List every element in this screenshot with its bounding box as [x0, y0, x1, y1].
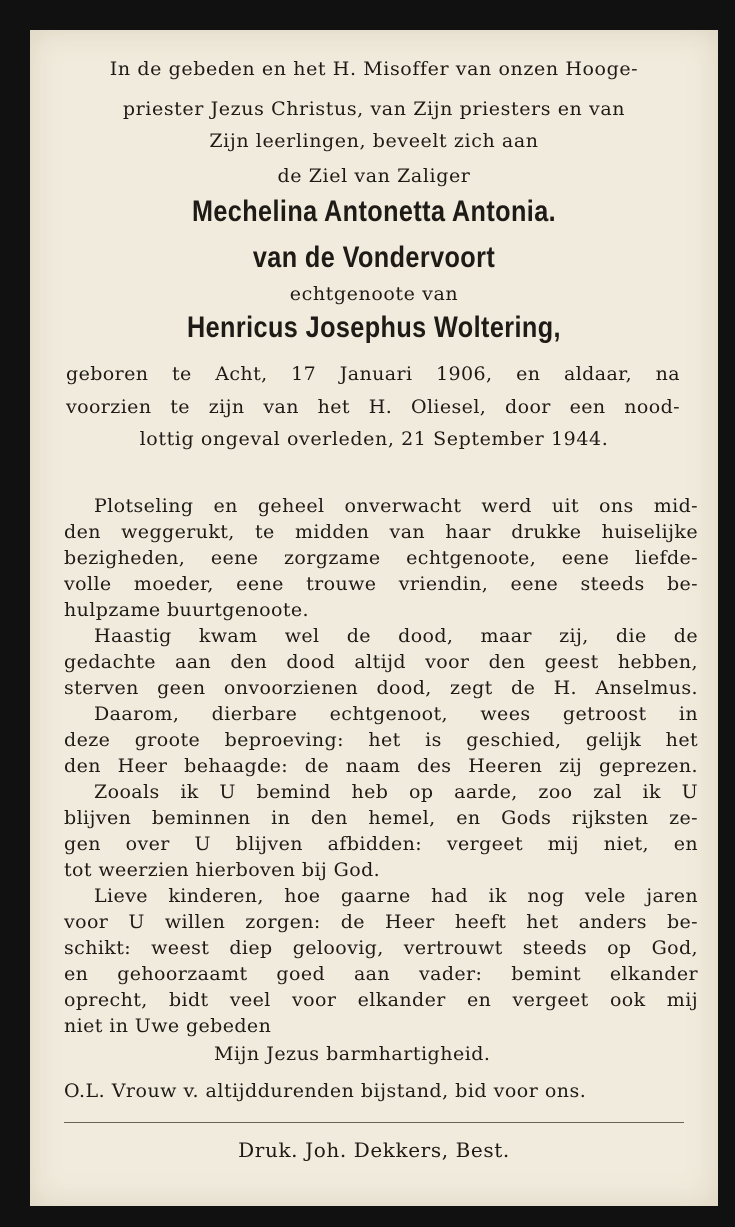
- body-line-4: volle moeder, eene trouwe vriendin, eene steeds be-: [64, 573, 698, 595]
- prayer-line-1: Mijn Jezus barmhartigheid.: [214, 1043, 491, 1065]
- body-line-19: en gehoorzaamt goed aan vader: bemint elkander: [64, 963, 698, 985]
- intro-line-3: Zijn leerlingen, beveelt zich aan: [209, 130, 539, 152]
- intro-line-2: priester Jezus Christus, van Zijn priesters en van: [122, 98, 626, 120]
- printer-credit: Druk. Joh. Dekkers, Best.: [238, 1138, 510, 1162]
- body-line-2: den weggerukt, te midden van haar drukke huiselijke: [64, 521, 698, 543]
- deceased-name-line-1: Mechelina Antonetta Antonia.: [191, 195, 557, 228]
- memorial-card: [30, 30, 718, 1206]
- body-line-17: voor U willen zorgen: de Heer heeft het anders be-: [64, 911, 698, 933]
- intro-line-4: de Ziel van Zaliger: [277, 165, 471, 187]
- body-line-15: tot weerzien hierboven bij God.: [64, 859, 381, 881]
- body-line-8: sterven geen onvoorzienen dood, zegt de H. Anselmus.: [64, 677, 698, 699]
- body-line-21: niet in Uwe gebeden: [64, 1015, 272, 1037]
- biography-line-2: voorzien te zijn van het H. Oliesel, door een nood-: [66, 396, 680, 418]
- spouse-intro: echtgenoote van: [289, 283, 459, 305]
- body-line-7: gedachte aan den dood altijd voor den geest hebben,: [64, 651, 698, 673]
- body-line-13: blijven beminnen in den hemel, en Gods rijksten ze-: [64, 807, 698, 829]
- prayer-line-2: O.L. Vrouw v. altijddurenden bijstand, bid voor ons.: [64, 1080, 587, 1102]
- spouse-name: Henricus Josephus Woltering,: [187, 311, 561, 344]
- biography-line-1: geboren te Acht, 17 Januari 1906, en aldaar, na: [66, 363, 680, 385]
- body-line-16: Lieve kinderen, hoe gaarne had ik nog vele jaren: [94, 885, 698, 907]
- body-line-9: Daarom, dierbare echtgenoot, wees getroost in: [94, 703, 698, 725]
- body-line-6: Haastig kwam wel de dood, maar zij, die de: [94, 625, 698, 647]
- biography-line-3: lottig ongeval overleden, 21 September 1944.: [139, 428, 609, 450]
- body-line-1: Plotseling en geheel onverwacht werd uit ons mid-: [94, 495, 698, 517]
- body-line-5: hulpzame buurtgenoote.: [64, 599, 309, 621]
- body-line-18: schikt: weest diep geloovig, vertrouwt steeds op God,: [64, 937, 698, 959]
- body-line-3: bezigheden, eene zorgzame echtgenoote, eene liefde-: [64, 547, 698, 569]
- deceased-name-line-2: van de Vondervoort: [252, 241, 496, 274]
- body-line-12: Zooals ik U bemind heb op aarde, zoo zal ik U: [94, 781, 698, 803]
- divider-rule: [64, 1122, 684, 1123]
- body-line-10: deze groote beproeving: het is geschied, gelijk het: [64, 729, 698, 751]
- intro-line-1: In de gebeden en het H. Misoffer van onzen Hooge-: [109, 58, 639, 80]
- body-line-20: oprecht, bidt veel voor elkander en vergeet ook mij: [64, 989, 698, 1011]
- body-line-11: den Heer behaagde: de naam des Heeren zij geprezen.: [64, 755, 698, 777]
- body-line-14: gen over U blijven afbidden: vergeet mij niet, en: [64, 833, 698, 855]
